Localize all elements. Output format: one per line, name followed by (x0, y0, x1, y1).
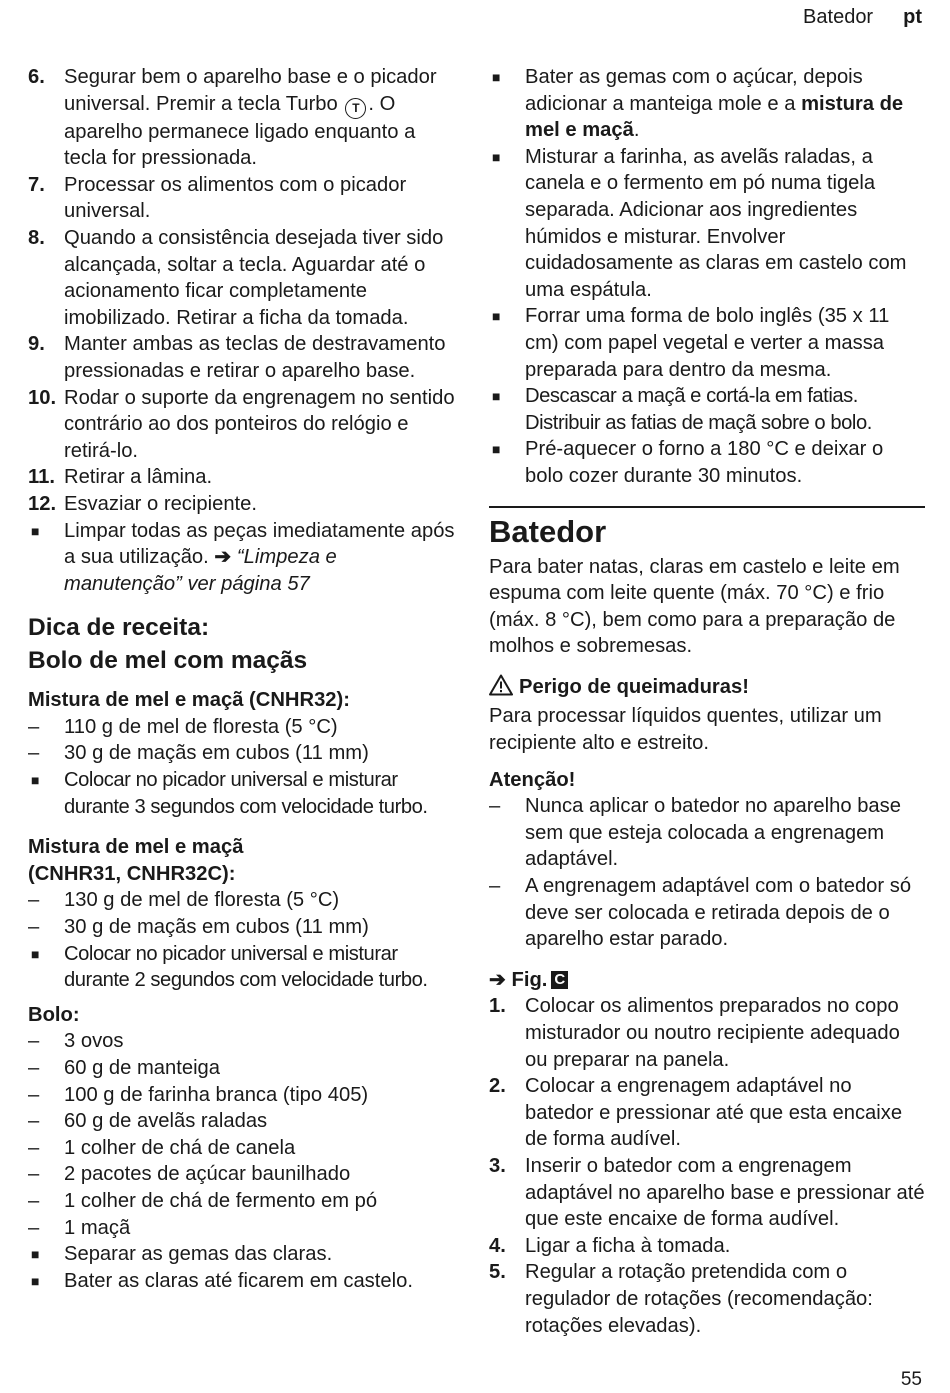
dash-bullet: – (28, 1110, 40, 1133)
ingredient-text: 60 g de avelãs raladas (64, 1110, 268, 1133)
instruction-text: Colocar no picador universal e misturar durante 3 segundos com velocidade turbo. (64, 769, 428, 818)
ingredient-text: 2 pacotes de açúcar baunilhado (64, 1163, 351, 1186)
step-9 (28, 331, 460, 384)
ingredient-item (28, 740, 460, 767)
dash-bullet: – (489, 795, 501, 818)
step-12 (28, 491, 460, 518)
step-text: Regular a rotação pretendida com o regulador de rotações (recomendação: rotações elevadas). (525, 1261, 873, 1337)
cake-title: Bolo: (28, 1003, 80, 1026)
instruction-text: Colocar no picador universal e misturar durante 2 segundos com velocidade turbo. (64, 942, 428, 992)
step-text: Segurar bem o aparelho base e o picador universal. Premir a tecla Turbo (64, 66, 437, 115)
ingredient-text: 1 colher de chá de canela (64, 1136, 296, 1159)
ingredient-item (28, 1161, 460, 1188)
cleaning-reference-link[interactable]: “Limpeza e manutenção” ver página 57 (64, 546, 337, 595)
cake-step-text: Pré-aquecer o forno a 180 °C e deixar o bolo cozer durante 30 minutos. (525, 438, 884, 487)
warning-triangle-icon (489, 674, 513, 704)
ingredient-item (28, 1188, 460, 1215)
usage-step (489, 1073, 925, 1153)
cake-step-text: Bater as gemas com o açúcar, depois adicionar a manteiga mole e a (525, 66, 863, 115)
usage-step (489, 1233, 925, 1260)
attention-title: Atenção! (489, 768, 576, 791)
square-bullet-icon: ■ (492, 69, 501, 85)
step-text-continued: . O aparelho permanece ligado enquanto a tecla for pressionada. (64, 92, 416, 170)
cake-step-text: Bater as claras até ficarem em castelo. (64, 1269, 413, 1292)
attention-text: Nunca aplicar o batedor no aparelho base sem que esteja colocada a engrenagem adaptável. (525, 795, 901, 871)
section-intro: Para bater natas, claras em castelo e leite em espuma com leite quente (máx. 70 °C) e frio (máx. 8 °C), bem como para a preparação de molhos e sobremesas. (489, 555, 900, 658)
cleaning-bullet (28, 518, 460, 598)
square-bullet-icon: ■ (31, 1272, 40, 1289)
step-number: 8. (28, 226, 45, 249)
cake-step (28, 1268, 460, 1295)
step-text: Manter ambas as teclas de destravamento pressionadas e retirar o aparelho base. (64, 333, 446, 382)
step-7 (28, 172, 460, 225)
cleaning-text: Limpar todas as peças imediatamente após a sua utilização. (64, 519, 455, 569)
figure-letter-badge: C (551, 971, 568, 989)
ingredient-item (28, 714, 460, 741)
dash-bullet: – (28, 1216, 40, 1239)
step-text: Inserir o batedor com a engrenagem adaptável no aparelho base e pressionar até que este encaixe de forma audível. (525, 1154, 925, 1231)
usage-step (489, 1153, 925, 1233)
square-bullet-icon: ■ (31, 522, 40, 539)
attention-item (489, 793, 925, 873)
step-text: Quando a consistência desejada tiver sido alcançada, soltar a tecla. Aguardar até o acionamento ficar completamente imobilizado. Retirar a ficha da tomada. (64, 226, 444, 329)
cake-step-text: Misturar a farinha, as avelãs raladas, a canela e o fermento em pó numa tigela separada. Adicionar aos ingredientes húmidos e misturar. Envolver cuidadosamente as claras em castelo com uma espátula. (525, 145, 907, 301)
punctuation: . (633, 119, 640, 142)
danger-title: Perigo de queimaduras! (519, 675, 749, 698)
cake-step-text: Separar as gemas das claras. (64, 1243, 333, 1266)
step-number: 5. (489, 1261, 506, 1284)
honey-apple-mix-emphasis: mistura de mel e maçã (525, 92, 904, 142)
square-bullet-icon: ■ (492, 148, 501, 165)
dash-bullet: – (28, 889, 40, 912)
square-bullet-icon: ■ (31, 1246, 40, 1263)
ingredient-text: 1 colher de chá de fermento em pó (64, 1189, 378, 1212)
step-8 (28, 225, 460, 331)
page-number: 55 (900, 1369, 922, 1390)
ingredient-item (28, 1028, 460, 1055)
attention-text: A engrenagem adaptável com o batedor só deve ser colocada e retirada depois de o aparelho estar parado. (525, 875, 912, 951)
step-number: 12. (28, 492, 57, 515)
attention-item (489, 873, 925, 953)
dash-bullet: – (28, 916, 40, 939)
step-text: Colocar a engrenagem adaptável no batedor e pressionar até que esta encaixe de forma audível. (525, 1075, 903, 1151)
ingredient-item (28, 914, 460, 941)
ingredient-text: 30 g de maçãs em cubos (11 mm) (64, 742, 369, 765)
square-bullet-icon: ■ (31, 945, 40, 962)
left-column (28, 64, 460, 1294)
step-number: 10. (28, 386, 57, 409)
step-number: 6. (28, 66, 45, 88)
mix2-title-models: (CNHR31, CNHR32C): (28, 862, 236, 885)
step-11 (28, 464, 460, 491)
step-number: 3. (489, 1154, 506, 1177)
recipe-title: Dica de receita: (28, 614, 210, 642)
step-text: Esvaziar o recipiente. (64, 492, 257, 515)
step-text: Colocar os alimentos preparados no copo misturador ou noutro recipiente adequado ou preparar na panela. (525, 995, 900, 1071)
header-section-title: Batedor (803, 6, 874, 28)
mix2-title: Mistura de mel e maçã (28, 836, 244, 859)
ingredient-item (28, 1135, 460, 1162)
mix1-instruction (28, 767, 460, 820)
cake-step-text: Forrar uma forma de bolo inglês (35 x 11 cm) com papel vegetal e verter a massa preparada para dentro da mesma. (525, 305, 890, 381)
arrow-right-icon: ➔ (214, 546, 232, 569)
figure-reference[interactable] (489, 967, 925, 994)
ingredient-item (28, 887, 460, 914)
square-bullet-icon: ■ (31, 772, 40, 789)
ingredient-text: 3 ovos (64, 1030, 124, 1053)
dash-bullet: – (28, 1163, 40, 1186)
cake-step (489, 383, 925, 436)
square-bullet-icon: ■ (492, 308, 501, 325)
header-language-code: pt (903, 6, 922, 28)
ingredient-text: 110 g de mel de floresta (5 °C) (64, 715, 338, 738)
step-number: 2. (489, 1075, 506, 1098)
step-text: Rodar o suporte da engrenagem no sentido contrário ao dos ponteiros do relógio e retirá-lo. (64, 386, 455, 462)
step-number: 11. (28, 466, 55, 489)
step-number: 1. (489, 995, 506, 1018)
step-10 (28, 385, 460, 465)
step-number: 4. (489, 1234, 506, 1257)
ingredient-item (28, 1082, 460, 1109)
step-text: Retirar a lâmina. (64, 466, 213, 489)
cake-step (489, 64, 925, 144)
ingredient-item (28, 1108, 460, 1135)
section-title: Batedor (489, 513, 607, 549)
dash-bullet: – (28, 742, 40, 765)
arrow-right-icon: ➔ (489, 968, 506, 991)
ingredient-text: 100 g de farinha branca (tipo 405) (64, 1083, 369, 1106)
mix1-title: Mistura de mel e maçã (CNHR32): (28, 689, 350, 712)
ingredient-text: 130 g de mel de floresta (5 °C) (64, 889, 340, 912)
dash-bullet: – (28, 1136, 40, 1159)
ingredient-item (28, 1215, 460, 1242)
dash-bullet: – (489, 875, 501, 898)
danger-text: Para processar líquidos quentes, utilizar um recipiente alto e estreito. (489, 705, 882, 755)
right-column (489, 64, 925, 1339)
cake-step (28, 1241, 460, 1268)
dash-bullet: – (28, 1057, 40, 1079)
dash-bullet: – (28, 715, 40, 738)
ingredient-item (28, 1055, 460, 1082)
step-text: Processar os alimentos com o picador universal. (64, 173, 407, 223)
recipe-subtitle: Bolo de mel com maçãs (28, 647, 308, 675)
dash-bullet: – (28, 1030, 40, 1053)
cake-step (489, 436, 925, 489)
turbo-key-icon: T (345, 98, 366, 119)
cake-step-text: Descascar a maçã e cortá-la em fatias. Distribuir as fatias de maçã sobre o bolo. (525, 385, 872, 434)
ingredient-text: 60 g de manteiga (64, 1057, 221, 1079)
step-number: 7. (28, 173, 45, 196)
step-text: Ligar a ficha à tomada. (525, 1234, 731, 1257)
ingredient-text: 30 g de maçãs em cubos (11 mm) (64, 916, 369, 939)
danger-heading (489, 674, 925, 704)
square-bullet-icon: ■ (492, 388, 501, 405)
usage-step (489, 993, 925, 1073)
cake-step (489, 144, 925, 304)
usage-step (489, 1259, 925, 1339)
page-header (803, 6, 922, 29)
step-number: 9. (28, 333, 45, 356)
dash-bullet: – (28, 1189, 40, 1212)
cake-step (489, 303, 925, 383)
figure-label: Fig. (511, 968, 548, 991)
dash-bullet: – (28, 1083, 40, 1106)
step-6 (28, 64, 460, 172)
square-bullet-icon: ■ (492, 441, 501, 458)
mix2-instruction (28, 941, 460, 994)
ingredient-text: 1 maçã (64, 1216, 131, 1239)
